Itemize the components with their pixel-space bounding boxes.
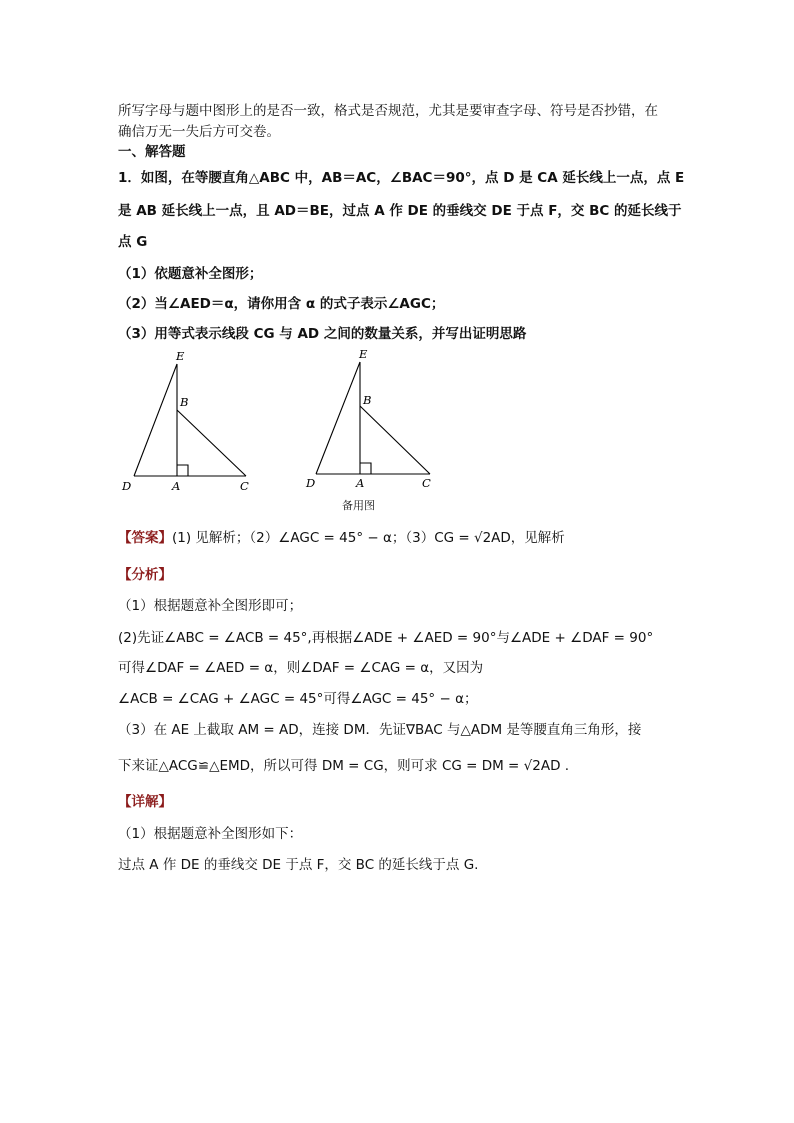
label-E: E: [176, 349, 185, 363]
problem-line-1: 1．如图，在等腰直角△ABC 中，AB＝AC，∠BAC＝90°，点 D 是 CA 延长线上一点，点 E: [118, 170, 685, 186]
intro-line-1: 所写字母与题中图形上的是否一致，格式是否规范，尤其是要审查字母、符号是否抄错，在: [118, 103, 658, 119]
label-B: B: [363, 393, 372, 407]
right-angle-mark: [177, 465, 188, 476]
detail-tag: 【详解】: [118, 794, 172, 810]
analysis-line-1: （1）根据题意补全图形即可；: [118, 598, 303, 614]
analysis-tag: 【分析】: [118, 567, 172, 583]
answer-tag: 【答案】: [118, 530, 172, 546]
label-D: D: [122, 479, 132, 493]
problem-line-2: 是 AB 延长线上一点，且 AD＝BE，过点 A 作 DE 的垂线交 DE 于点 F，交 BC 的延长线于: [118, 203, 682, 219]
analysis-line-5: （3）在 AE 上截取 AM = AD，连接 DM．先证∇BAC 与△ADM 是等腰直角三角形，接: [118, 722, 642, 738]
triangle-figure-spare: [300, 344, 445, 494]
detail-line-1: （1）根据题意补全图形如下：: [118, 826, 303, 842]
question-1: （1）依题意补全图形；: [118, 266, 263, 282]
figure-caption: 备用图: [342, 499, 375, 512]
label-E: E: [359, 347, 368, 361]
triangle-figure-main: [118, 344, 263, 494]
label-C: C: [240, 479, 249, 493]
label-C: C: [422, 476, 431, 490]
analysis-line-6: 下来证△ACG≌△EMD，所以可得 DM = CG，则可求 CG = DM = √2AD .: [118, 758, 570, 774]
label-A: A: [172, 479, 181, 493]
label-A: A: [356, 476, 365, 490]
line-DE: [316, 362, 360, 474]
label-B: B: [180, 395, 189, 409]
question-2: （2）当∠AED＝α，请你用含 α 的式子表示∠AGC；: [118, 296, 445, 312]
line-BC: [177, 410, 246, 476]
detail-line-2: 过点 A 作 DE 的垂线交 DE 于点 F，交 BC 的延长线于点 G.: [118, 857, 479, 873]
section-heading: 一、解答题: [118, 144, 186, 160]
problem-line-3: 点 G: [118, 234, 148, 250]
analysis-line-3: 可得∠DAF = ∠AED = α，则∠DAF = ∠CAG = α，又因为: [118, 660, 484, 676]
intro-line-2: 确信万无一失后方可交卷。: [118, 124, 280, 140]
right-angle-mark: [360, 463, 371, 474]
answer-text: (1) 见解析；（2）∠AGC = 45° − α；（3）CG = √2AD，见解析: [172, 530, 565, 546]
label-D: D: [306, 476, 316, 490]
analysis-line-2: (2)先证∠ABC = ∠ACB = 45°,再根据∠ADE + ∠AED = 90°与∠ADE + ∠DAF = 90°: [118, 630, 654, 646]
answer-line: [118, 526, 565, 546]
line-DE: [134, 364, 177, 476]
question-3: （3）用等式表示线段 CG 与 AD 之间的数量关系，并写出证明思路: [118, 326, 527, 342]
analysis-line-4: ∠ACB = ∠CAG + ∠AGC = 45°可得∠AGC = 45° − α；: [118, 691, 478, 707]
